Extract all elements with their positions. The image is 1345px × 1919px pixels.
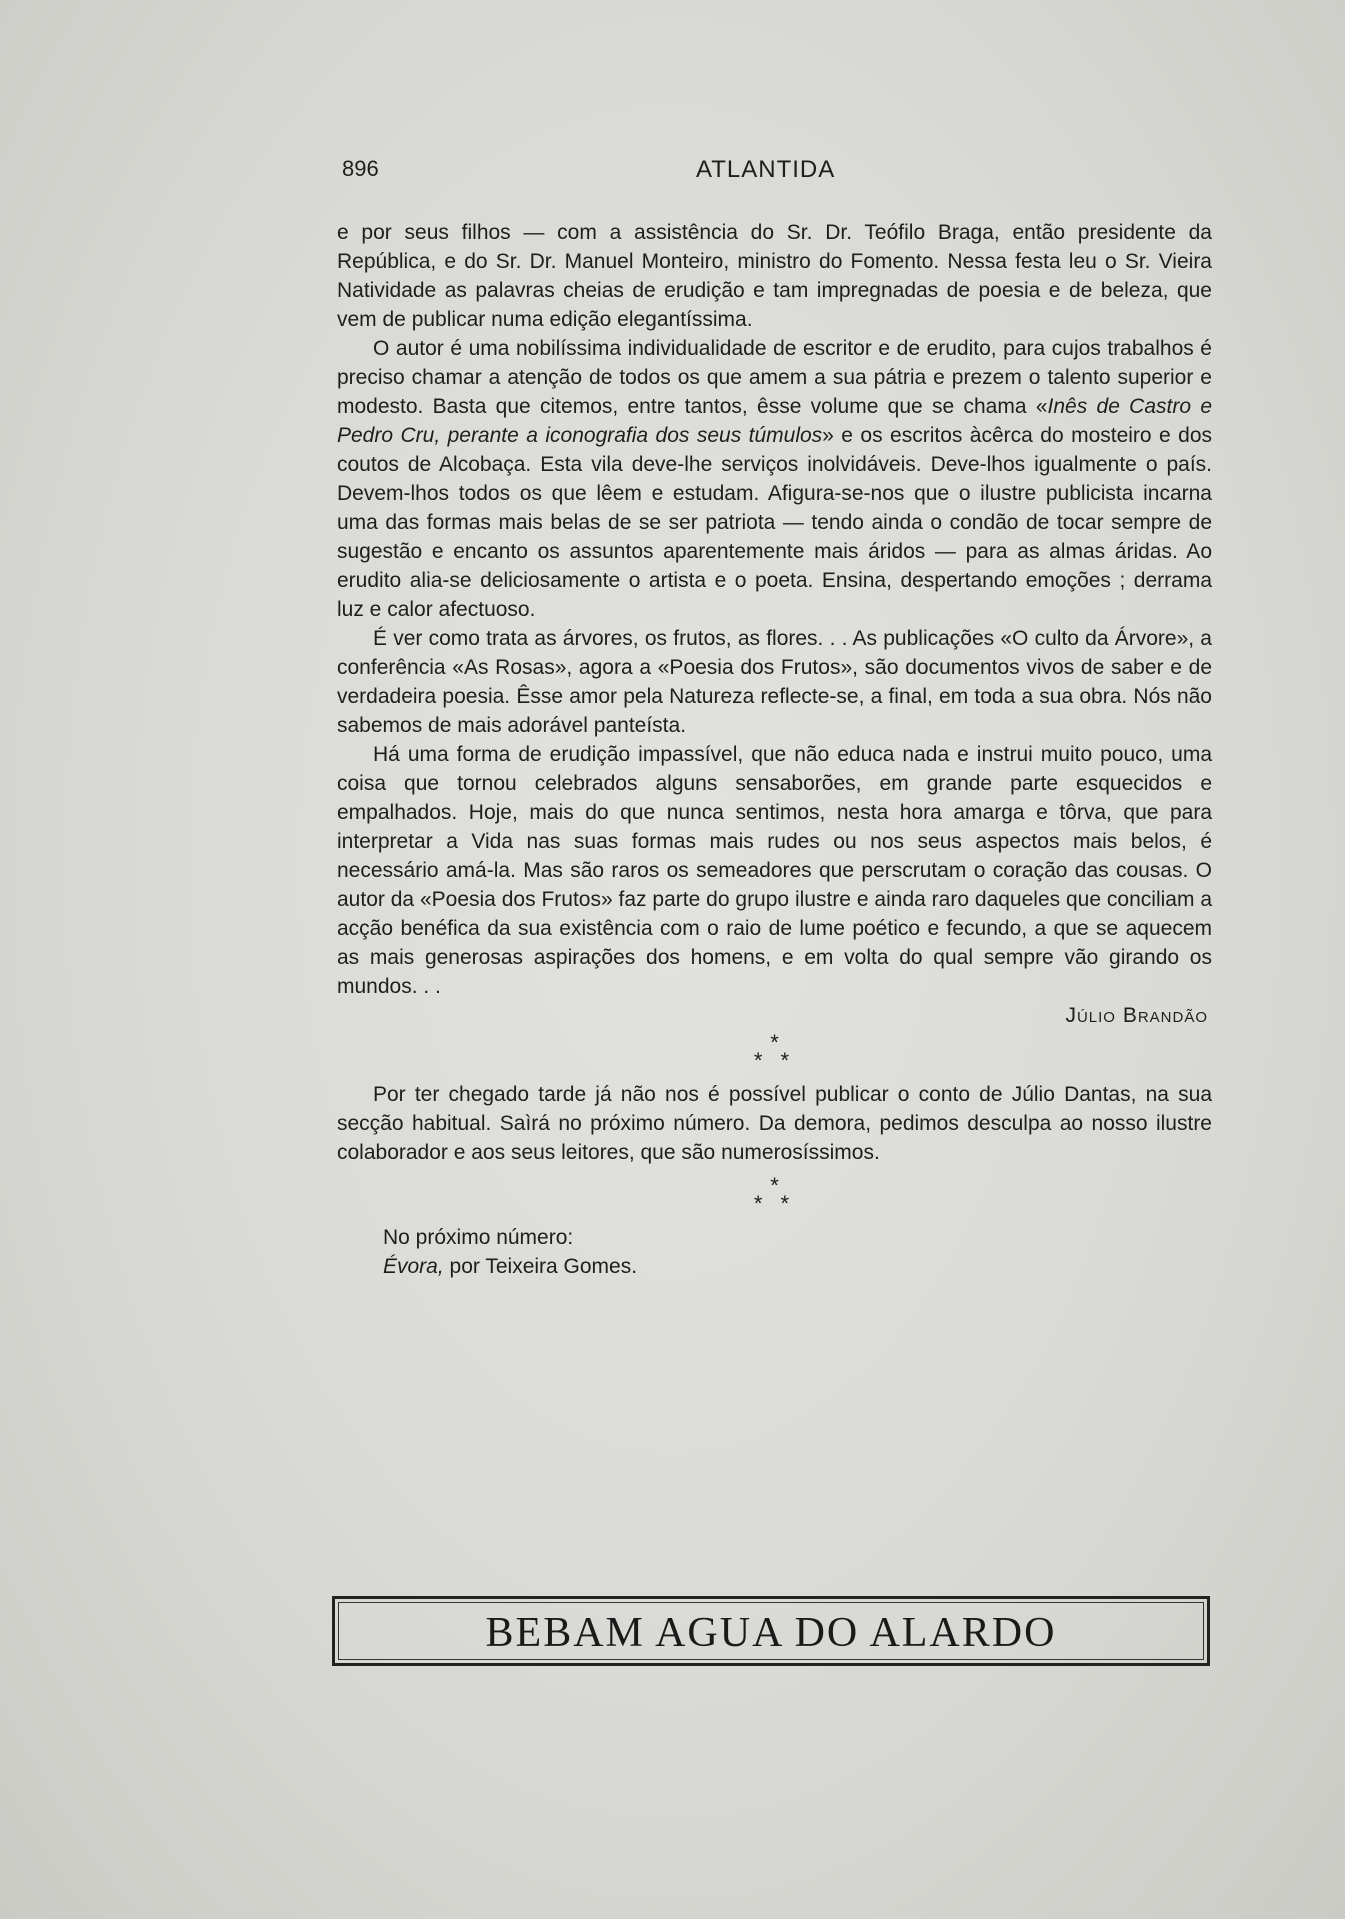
next-issue — [337, 1223, 1212, 1281]
next-issue-entry — [337, 1252, 1212, 1281]
running-title: ATLANTIDA — [696, 156, 836, 183]
asterism-top: * — [770, 1173, 779, 1198]
page-header — [342, 152, 1202, 192]
asterism-top: * — [770, 1030, 779, 1055]
next-issue-title: Évora, — [383, 1255, 444, 1278]
asterism-divider — [337, 1173, 1212, 1216]
asterism-divider — [337, 1030, 1212, 1073]
editorial-notice: Por ter chegado tarde já não nos é possível publicar o conto de Júlio Dantas, na sua secção habitual. Saìrá no próximo número. Da demora, pedimos desculpa ao nosso ilustre colaborador e aos seus leitores, que são numerosíssimos. — [337, 1083, 1212, 1164]
paragraph: É ver como trata as árvores, os frutos, as flores. . . As publicações «O culto da Árvore», a conferência «As Rosas», agora a «Poesia dos Frutos», são documentos vivos de saber e de verdadeira poesia. Êsse amor pela Natureza reflecte-se, a final, em toda a sua obra. Nós não sabemos de mais adorável panteísta. — [337, 627, 1212, 737]
next-issue-label: No próximo número: — [383, 1226, 574, 1249]
paragraph-text: » e os escritos àcêrca do mosteiro e dos coutos de Alcobaça. Esta vila deve-lhe serviços inolvidáveis. Deve-lhos igualmente o país. Devem-lhos todos os que lêem e estudam. Afigura-se-nos que o ilustre publicista incarna uma das formas mais belas de se ser patriota — tendo ainda o condão de tocar sempre de sugestão e encanto os assuntos aparentemente mais áridos — para as almas áridas. Ao erudito alia-se deliciosamente o artista e o poeta. Ensina, despertando emoções ; derrama luz e calor afectuoso. — [337, 424, 1213, 621]
advertisement-text: BEBAM AGUA DO ALARDO — [485, 1610, 1057, 1656]
asterism-bottom: * * — [753, 1048, 796, 1073]
paragraph — [337, 334, 1212, 624]
asterism-bottom: * * — [753, 1191, 796, 1216]
article-body — [337, 218, 1212, 1281]
book-title: Inês de Castro e Pedro Cru, perante a iconografia dos seus túmulos — [337, 395, 1213, 447]
paragraph: Há uma forma de erudição impassível, que não educa nada e instrui muito pouco, uma coisa que tornou celebrados alguns sensaborões, em grande parte esquecidos e empalhados. Hoje, mais do que nunca sentimos, nesta hora amarga e tôrva, que para interpretar a Vida nas suas formas mais rudes ou nos seus aspectos mais belos, é necessário amá-la. Mas são raros os semeadores que perscrutam o coração das cousas. O autor da «Poesia dos Frutos» faz parte do grupo ilustre e ainda raro daqueles que conciliam a acção benéfica da sua existência com o raio de lume poético e fecundo, a que se aquecem as mais generosas aspirações dos homens, e em volta do qual sempre vão girando os mundos. . . — [337, 743, 1212, 998]
author-signature: Júlio Brandão — [1065, 1004, 1208, 1027]
page-number: 896 — [342, 156, 379, 181]
advertisement-box — [332, 1596, 1210, 1666]
next-issue-byline: por Teixeira Gomes. — [443, 1255, 638, 1278]
paragraph-text: O autor é uma nobilíssima individualidade de escritor e de erudito, para cujos trabalhos é preciso chamar a atenção de todos os que amem a sua pátria e prezem o talento superior e modesto. Basta que citemos, entre tantos, êsse volume que se chama « — [337, 337, 1212, 418]
paragraph: e por seus filhos — com a assistência do Sr. Dr. Teófilo Braga, então presidente da República, e do Sr. Dr. Manuel Monteiro, ministro do Fomento. Nessa festa leu o Sr. Vieira Natividade as palavras cheias de erudição e tam impregnadas de poesia e de beleza, que vem de publicar numa edição elegantíssima. — [337, 221, 1212, 331]
